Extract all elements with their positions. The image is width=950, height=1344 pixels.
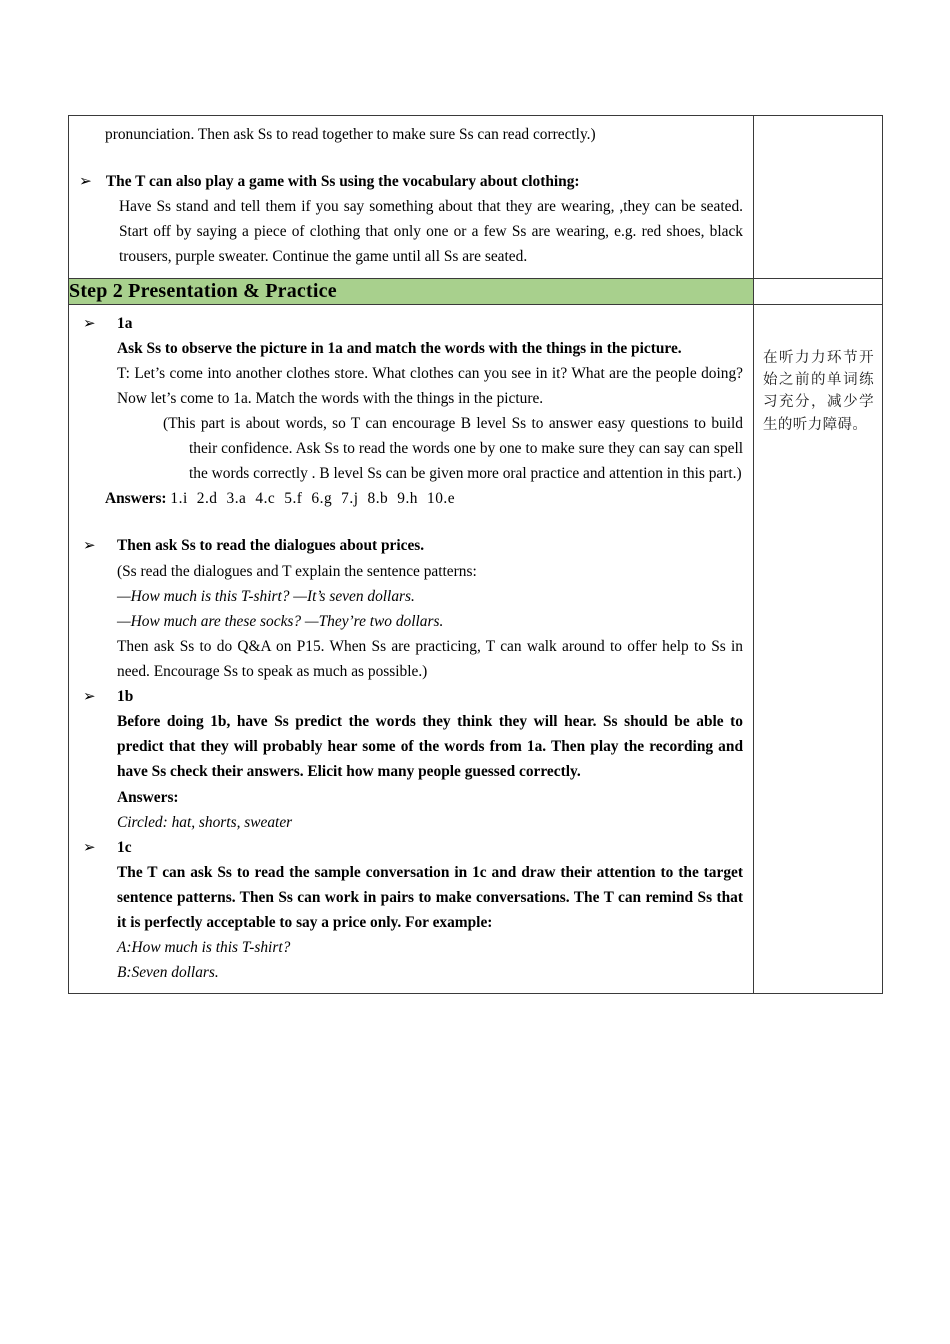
section-1b-instruction: Before doing 1b, have Ss predict the words they think they will hear. Ss should be able to predict that they will probably hear some of the words from 1a. Then play the recording and have Ss check their answers. Elicit how many people guessed correctly. — [117, 713, 743, 781]
spacer — [79, 511, 743, 533]
top-content-cell — [69, 116, 754, 279]
section-dialogues — [79, 533, 743, 684]
bullet-game-heading — [79, 169, 743, 194]
section-1c — [79, 835, 743, 986]
arrow-bullet-icon: ➢ — [83, 313, 96, 332]
table-row-top — [69, 116, 883, 279]
section-1b — [79, 684, 743, 835]
section-dialogues-closing: Then ask Ss to do Q&A on P15. When Ss are practicing, T can walk around to offer help to Ss in need. Encourage Ss to speak as much as possible.) — [117, 637, 743, 680]
side-note-text: 在听力力环节开始之前的单词练习充分，减少学生的听力障碍。 — [763, 349, 874, 433]
section-1a-teacher-line: T: Let’s come into another clothes store. What clothes can you see in it? What are the people doing? Now let’s come to 1a. Match the words with the things in the picture. — [117, 364, 743, 407]
section-1a-label: 1a — [117, 314, 133, 332]
section-1b-label: 1b — [117, 688, 134, 706]
dialogue-line-2: —How much are these socks? —They’re two dollars. — [117, 612, 444, 630]
section-1a-instruction: Ask Ss to observe the picture in 1a and match the words with the things in the picture. — [117, 339, 682, 357]
section-1c-example-a: A:How much is this T-shirt? — [117, 939, 291, 957]
lesson-plan-table — [68, 115, 883, 994]
answer-item: 2.d — [196, 490, 218, 508]
step-header-note-cell — [754, 278, 883, 304]
answer-item: 10.e — [427, 490, 456, 508]
arrow-bullet-icon: ➢ — [83, 837, 96, 856]
answer-item: 6.g — [311, 490, 333, 508]
table-row-main — [69, 304, 883, 994]
dialogue-line-1: —How much is this T-shirt? —It’s seven dollars. — [117, 587, 415, 605]
side-note-cell — [754, 304, 883, 994]
bullet-game-body: Have Ss stand and tell them if you say something about that they are wearing, ,they can be seated. Start off by saying a piece of clothing that only one or a few Ss are wearing, e.g. red shoes, black trousers, purple sweater. Continue the game until all Ss are seated. — [119, 198, 743, 266]
arrow-bullet-icon: ➢ — [79, 172, 92, 191]
section-1c-example-b: B:Seven dollars. — [117, 964, 219, 982]
arrow-bullet-icon: ➢ — [83, 536, 96, 555]
answer-item: 8.b — [367, 490, 389, 508]
section-dialogues-intro: (Ss read the dialogues and T explain the sentence patterns: — [117, 562, 477, 580]
section-1c-instruction: The T can ask Ss to read the sample conversation in 1c and draw their attention to the target sentence patterns. Then Ss can work in pairs to make conversations. The T can remind Ss that it is perfectly acceptable to say a price only. For example: — [117, 863, 743, 932]
section-1b-answers-text: Circled: hat, shorts, sweater — [117, 813, 293, 831]
arrow-bullet-icon: ➢ — [83, 687, 96, 706]
answer-item: 5.f — [284, 490, 303, 508]
pronunciation-paragraph: pronunciation. Then ask Ss to read together to make sure Ss can read correctly.) — [105, 126, 596, 143]
section-1c-label: 1c — [117, 838, 132, 856]
spacer — [79, 147, 743, 169]
answer-item: 3.a — [226, 490, 247, 508]
answers-label: Answers: — [105, 490, 167, 508]
top-note-cell — [754, 116, 883, 279]
answers-list — [170, 490, 464, 507]
main-content-cell — [69, 304, 754, 994]
step-header-cell — [69, 278, 754, 304]
answer-item: 4.c — [255, 490, 276, 508]
section-dialogues-heading: Then ask Ss to read the dialogues about prices. — [117, 537, 425, 555]
answer-item: 7.j — [341, 490, 359, 508]
step-header-title: Step 2 Presentation & Practice — [69, 279, 337, 302]
answer-item: 9.h — [397, 490, 418, 508]
table-row-step-header — [69, 278, 883, 304]
section-1a-note: (This part is about words, so T can encourage B level Ss to answer easy questions to build their confidence. Ask Ss to read the words one by one to make sure they can say can spell the words correctly . B level Ss can be given more oral practice and attention in this part.) — [163, 414, 743, 483]
bullet-game-heading-text: The T can also play a game with Ss using the vocabulary about clothing: — [105, 173, 580, 191]
section-1a — [79, 311, 743, 487]
answer-item: 1.i — [170, 490, 188, 508]
section-1b-answers-label: Answers: — [117, 788, 179, 806]
section-1a-answers-row — [105, 486, 743, 511]
